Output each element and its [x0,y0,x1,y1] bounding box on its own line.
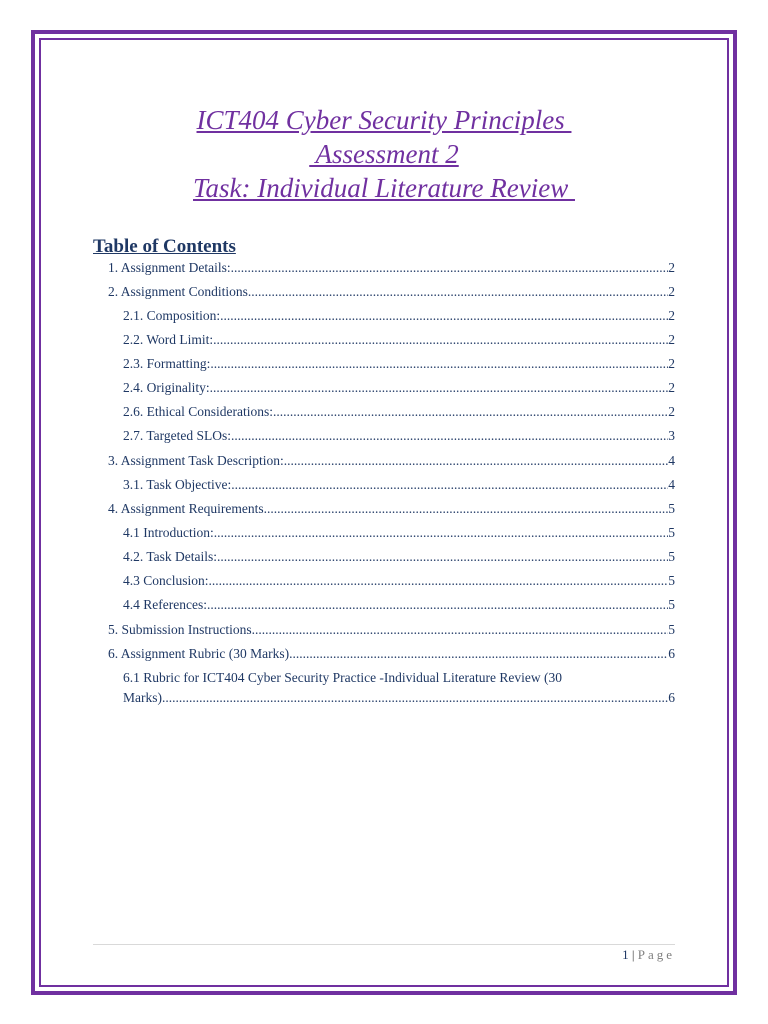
toc-label: 5. Submission Instructions [108,622,252,637]
toc-leader [231,426,668,446]
toc-label: 3.1. Task Objective: [123,477,232,492]
toc-label: 3. Assignment Task Description: [108,453,284,468]
toc-label: Marks) [123,690,162,705]
toc-label: 2.6. Ethical Considerations: [123,404,273,419]
toc-label: 2.2. Word Limit: [123,332,214,347]
toc-page: 4 [668,453,675,468]
toc-leader [207,595,668,615]
toc-page: 2 [668,332,675,347]
toc-link-assignment-details[interactable] [108,258,675,278]
toc-label: 6.1 Rubric for ICT404 Cyber Security Practice -Individual Literature Review (30 [123,670,562,685]
toc-page: 5 [668,501,675,516]
footer-divider [93,944,675,945]
toc-leader [231,475,668,495]
toc-leader [214,523,669,543]
toc-leader [220,306,668,326]
toc-leader [264,499,669,519]
toc-page: 2 [668,380,675,395]
toc-label: 4.3 Conclusion: [123,573,209,588]
toc-link-task-description[interactable] [108,451,675,471]
toc-link-introduction[interactable] [123,523,675,543]
toc-page: 2 [668,356,675,371]
toc-link-targeted-slos[interactable] [123,426,675,446]
toc-leader [213,330,668,350]
toc-label: 2.4. Originality: [123,380,210,395]
title-line-course: ICT404 Cyber Security Principles [196,105,572,135]
toc-page: 4 [668,477,675,492]
toc-label: 2. Assignment Conditions [108,284,248,299]
toc-link-task-objective[interactable] [123,475,675,495]
toc-leader [273,402,668,422]
toc-page: 5 [668,549,675,564]
toc-page: 5 [668,597,675,612]
toc-link-rubric-detail[interactable] [123,668,675,708]
toc-link-word-limit[interactable] [123,330,675,350]
toc-label: 2.1. Composition: [123,308,221,323]
toc-link-ethical-considerations[interactable] [123,402,675,422]
toc-page: 6 [668,646,675,661]
toc-label: 4.1 Introduction: [123,525,214,540]
toc-link-assignment-rubric[interactable] [108,644,675,664]
toc-link-assignment-conditions[interactable] [108,282,675,302]
toc-page: 5 [668,573,675,588]
toc-label: 1. Assignment Details: [108,260,231,275]
toc-label: 4.4 References: [123,597,207,612]
toc-label: 2.3. Formatting: [123,356,211,371]
toc-label: 4. Assignment Requirements [108,501,264,516]
title-line-task: Task: Individual Literature Review [193,173,575,203]
toc-page: 2 [668,284,675,299]
toc-leader [209,571,669,591]
toc-leader [248,282,668,302]
toc-link-originality[interactable] [123,378,675,398]
toc-label: 6. Assignment Rubric (30 Marks) [108,646,290,661]
toc-leader [162,688,668,708]
page-footer [622,946,675,964]
toc-leader [217,547,668,567]
toc-page: 2 [668,404,675,419]
toc-page: 2 [668,260,675,275]
footer-page-number: 1 [622,947,629,962]
toc-leader [289,644,668,664]
footer-separator: | [628,947,638,962]
document-title [0,103,768,205]
toc-leader [284,451,668,471]
toc-label: 2.7. Targeted SLOs: [123,428,232,443]
toc-page: 3 [668,428,675,443]
toc-leader [210,378,669,398]
toc-link-assignment-requirements[interactable] [108,499,675,519]
toc-page: 2 [668,308,675,323]
toc-leader [231,258,669,278]
toc-label: 4.2. Task Details: [123,549,218,564]
title-line-assessment: Assessment 2 [309,139,459,169]
footer-page-label: Page [637,947,675,962]
toc-leader [210,354,668,374]
toc-link-references[interactable] [123,595,675,615]
toc-page: 5 [668,525,675,540]
toc-page: 6 [668,690,675,705]
toc-leader [252,620,669,640]
toc-link-composition[interactable] [123,306,675,326]
toc-page: 5 [668,622,675,637]
toc-link-formatting[interactable] [123,354,675,374]
toc-label-continued [123,688,675,708]
toc-link-conclusion[interactable] [123,571,675,591]
toc-link-task-details[interactable] [123,547,675,567]
toc-heading: Table of Contents [93,236,236,257]
toc-link-submission-instructions[interactable] [108,620,675,640]
